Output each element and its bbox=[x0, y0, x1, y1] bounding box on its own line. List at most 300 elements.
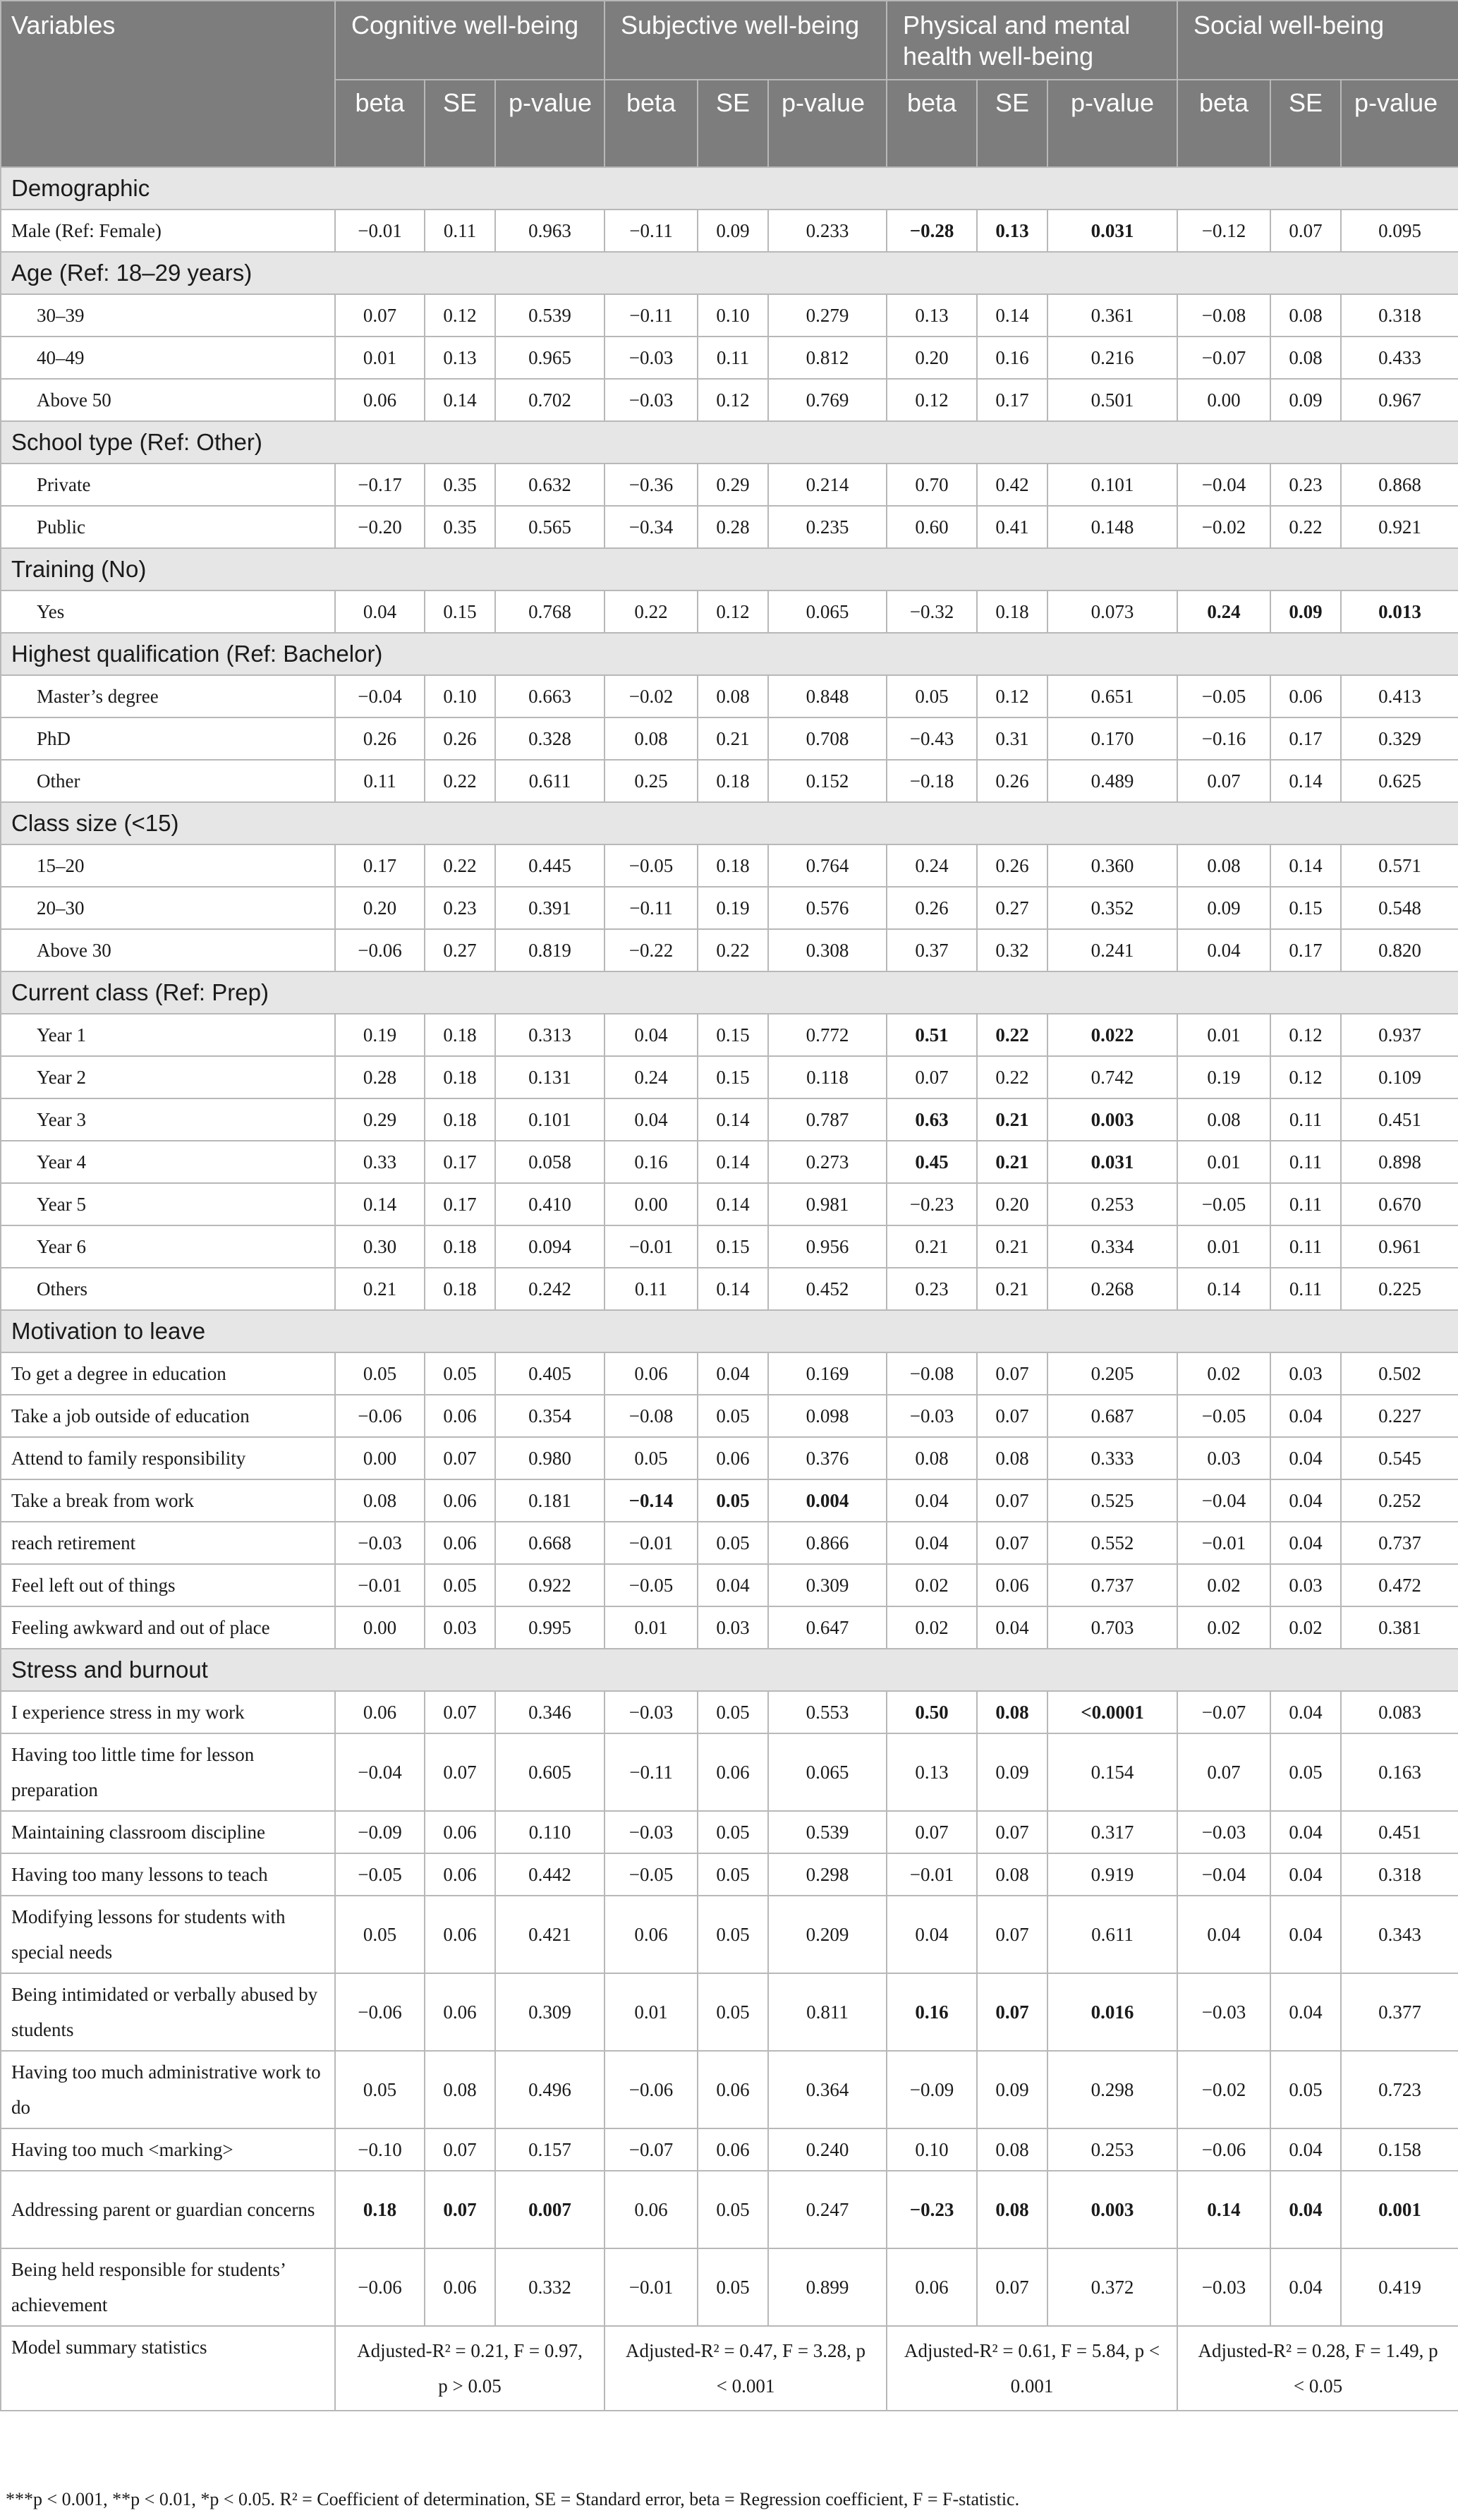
category-row bbox=[1, 1649, 1458, 1691]
se-cell: 0.12 bbox=[425, 294, 495, 337]
se-cell: 0.08 bbox=[698, 675, 768, 717]
p-value-cell: 0.899 bbox=[768, 2248, 887, 2326]
row-label: Feel left out of things bbox=[1, 1564, 335, 1606]
beta-cell: 0.24 bbox=[887, 844, 977, 887]
se-cell: 0.06 bbox=[425, 2248, 495, 2326]
p-value-cell: 0.632 bbox=[495, 464, 605, 506]
p-value-cell: 0.098 bbox=[768, 1395, 887, 1437]
se-cell: 0.23 bbox=[425, 887, 495, 929]
se-cell: 0.04 bbox=[1270, 1479, 1341, 1522]
p-value-cell: 0.313 bbox=[495, 1014, 605, 1056]
beta-cell: −0.05 bbox=[1177, 1395, 1270, 1437]
p-value-cell: 0.768 bbox=[495, 590, 605, 633]
p-value-cell: 0.548 bbox=[1341, 887, 1458, 929]
p-value-cell: 0.007 bbox=[495, 2171, 605, 2248]
row-label: Year 1 bbox=[1, 1014, 335, 1056]
table-row bbox=[1, 1014, 1458, 1056]
se-cell: 0.14 bbox=[698, 1141, 768, 1183]
p-value-cell: 0.329 bbox=[1341, 717, 1458, 760]
beta-cell: 0.04 bbox=[887, 1479, 977, 1522]
category-label: Class size (<15) bbox=[1, 802, 1458, 844]
p-value-cell: 0.216 bbox=[1047, 337, 1177, 379]
beta-cell: −0.02 bbox=[1177, 506, 1270, 548]
table-row bbox=[1, 1564, 1458, 1606]
se-cell: 0.27 bbox=[977, 887, 1047, 929]
beta-cell: −0.08 bbox=[1177, 294, 1270, 337]
se-cell: 0.05 bbox=[698, 1896, 768, 1973]
se-cell: 0.22 bbox=[977, 1014, 1047, 1056]
se-cell: 0.12 bbox=[698, 379, 768, 421]
p-value-cell: 0.101 bbox=[1047, 464, 1177, 506]
p-value-cell: 0.545 bbox=[1341, 1437, 1458, 1479]
se-cell: 0.11 bbox=[425, 210, 495, 252]
se-cell: 0.14 bbox=[1270, 760, 1341, 802]
table-footnote: ***p < 0.001, **p < 0.01, *p < 0.05. R² = Coefficient of determination, SE = Standard error, beta = Regression coefficient, F = F-statistic. bbox=[6, 2489, 1020, 2509]
p-value-cell: 0.241 bbox=[1047, 929, 1177, 971]
row-label: PhD bbox=[1, 717, 335, 760]
beta-cell: 0.05 bbox=[335, 1896, 425, 1973]
row-label: Year 6 bbox=[1, 1225, 335, 1268]
se-cell: 0.35 bbox=[425, 506, 495, 548]
table-row bbox=[1, 1141, 1458, 1183]
p-value-cell: 0.723 bbox=[1341, 2051, 1458, 2128]
se-cell: 0.04 bbox=[1270, 1691, 1341, 1733]
row-label: 20–30 bbox=[1, 887, 335, 929]
table-row bbox=[1, 379, 1458, 421]
se-cell: 0.07 bbox=[977, 1395, 1047, 1437]
category-label: Training (No) bbox=[1, 548, 1458, 590]
p-value-cell: 0.670 bbox=[1341, 1183, 1458, 1225]
p-value-cell: 0.031 bbox=[1047, 210, 1177, 252]
se-cell: 0.20 bbox=[977, 1183, 1047, 1225]
row-label: Having too much <marking> bbox=[1, 2128, 335, 2171]
beta-cell: 0.19 bbox=[1177, 1056, 1270, 1098]
table-row bbox=[1, 844, 1458, 887]
p-value-cell: 0.328 bbox=[495, 717, 605, 760]
se-cell: 0.31 bbox=[977, 717, 1047, 760]
p-value-cell: 0.442 bbox=[495, 1853, 605, 1896]
beta-cell: 0.07 bbox=[1177, 1733, 1270, 1811]
se-cell: 0.06 bbox=[698, 1733, 768, 1811]
table-row bbox=[1, 506, 1458, 548]
se-cell: 0.08 bbox=[1270, 294, 1341, 337]
beta-cell: 0.05 bbox=[335, 2051, 425, 2128]
category-label: Age (Ref: 18–29 years) bbox=[1, 252, 1458, 294]
beta-cell: −0.04 bbox=[335, 675, 425, 717]
p-value-cell: 0.131 bbox=[495, 1056, 605, 1098]
p-value-header: p-value bbox=[495, 80, 605, 167]
model-summary-cell: Adjusted-R² = 0.47, F = 3.28, p < 0.001 bbox=[605, 2326, 887, 2411]
se-cell: 0.06 bbox=[1270, 675, 1341, 717]
p-value-cell: 0.083 bbox=[1341, 1691, 1458, 1733]
category-label: Current class (Ref: Prep) bbox=[1, 971, 1458, 1014]
se-cell: 0.21 bbox=[977, 1098, 1047, 1141]
table-row bbox=[1, 1479, 1458, 1522]
se-cell: 0.04 bbox=[1270, 1522, 1341, 1564]
p-value-header: p-value bbox=[768, 80, 887, 167]
p-value-cell: 0.848 bbox=[768, 675, 887, 717]
p-value-cell: 0.298 bbox=[1047, 2051, 1177, 2128]
beta-cell: −0.07 bbox=[1177, 337, 1270, 379]
table-row bbox=[1, 1268, 1458, 1310]
beta-cell: 0.01 bbox=[335, 337, 425, 379]
physical-mental-header: Physical and mental health well-being bbox=[887, 1, 1177, 80]
p-value-cell: 0.419 bbox=[1341, 2248, 1458, 2326]
se-cell: 0.14 bbox=[698, 1098, 768, 1141]
beta-cell: −0.05 bbox=[1177, 1183, 1270, 1225]
p-value-cell: 0.001 bbox=[1341, 2171, 1458, 2248]
model-summary-cell: Adjusted-R² = 0.61, F = 5.84, p < 0.001 bbox=[887, 2326, 1177, 2411]
beta-cell: 0.26 bbox=[335, 717, 425, 760]
se-cell: 0.32 bbox=[977, 929, 1047, 971]
p-value-cell: 0.346 bbox=[495, 1691, 605, 1733]
se-cell: 0.22 bbox=[425, 844, 495, 887]
row-label: Attend to family responsibility bbox=[1, 1437, 335, 1479]
beta-cell: −0.12 bbox=[1177, 210, 1270, 252]
se-cell: 0.15 bbox=[425, 590, 495, 633]
beta-cell: 0.02 bbox=[887, 1606, 977, 1649]
beta-cell: −0.34 bbox=[605, 506, 698, 548]
table-row bbox=[1, 1098, 1458, 1141]
p-value-cell: 0.205 bbox=[1047, 1352, 1177, 1395]
beta-header: beta bbox=[1177, 80, 1270, 167]
se-cell: 0.06 bbox=[425, 1479, 495, 1522]
beta-cell: −0.03 bbox=[605, 337, 698, 379]
p-value-cell: 0.381 bbox=[1341, 1606, 1458, 1649]
p-value-cell: 0.687 bbox=[1047, 1395, 1177, 1437]
p-value-cell: 0.253 bbox=[1047, 1183, 1177, 1225]
se-cell: 0.11 bbox=[1270, 1141, 1341, 1183]
beta-cell: 0.00 bbox=[335, 1606, 425, 1649]
table-row bbox=[1, 1733, 1458, 1811]
beta-cell: 0.16 bbox=[605, 1141, 698, 1183]
p-value-cell: 0.242 bbox=[495, 1268, 605, 1310]
p-value-cell: 0.703 bbox=[1047, 1606, 1177, 1649]
se-cell: 0.11 bbox=[1270, 1225, 1341, 1268]
se-cell: 0.07 bbox=[425, 1437, 495, 1479]
se-cell: 0.05 bbox=[425, 1564, 495, 1606]
beta-cell: 0.08 bbox=[335, 1479, 425, 1522]
p-value-cell: 0.405 bbox=[495, 1352, 605, 1395]
p-value-cell: 0.965 bbox=[495, 337, 605, 379]
beta-header: beta bbox=[605, 80, 698, 167]
se-cell: 0.03 bbox=[698, 1606, 768, 1649]
se-cell: 0.15 bbox=[698, 1225, 768, 1268]
table-body bbox=[1, 167, 1458, 2411]
se-cell: 0.15 bbox=[698, 1014, 768, 1056]
se-cell: 0.05 bbox=[698, 2248, 768, 2326]
p-value-cell: 0.110 bbox=[495, 1811, 605, 1853]
se-cell: 0.12 bbox=[698, 590, 768, 633]
beta-cell: −0.11 bbox=[605, 1733, 698, 1811]
table-row bbox=[1, 929, 1458, 971]
beta-cell: −0.05 bbox=[605, 844, 698, 887]
row-label: Addressing parent or guardian concerns bbox=[1, 2171, 335, 2248]
row-label: Year 5 bbox=[1, 1183, 335, 1225]
se-cell: 0.07 bbox=[425, 2128, 495, 2171]
category-label: Stress and burnout bbox=[1, 1649, 1458, 1691]
row-label: Modifying lessons for students with special needs bbox=[1, 1896, 335, 1973]
beta-cell: 0.14 bbox=[1177, 1268, 1270, 1310]
beta-cell: 0.06 bbox=[335, 379, 425, 421]
p-value-cell: 0.898 bbox=[1341, 1141, 1458, 1183]
beta-cell: 0.50 bbox=[887, 1691, 977, 1733]
beta-cell: −0.01 bbox=[1177, 1522, 1270, 1564]
se-cell: 0.08 bbox=[977, 1437, 1047, 1479]
p-value-cell: 0.937 bbox=[1341, 1014, 1458, 1056]
table-row bbox=[1, 2248, 1458, 2326]
category-row bbox=[1, 971, 1458, 1014]
model-summary-cell: Adjusted-R² = 0.28, F = 1.49, p < 0.05 bbox=[1177, 2326, 1458, 2411]
beta-cell: 0.60 bbox=[887, 506, 977, 548]
se-cell: 0.12 bbox=[977, 675, 1047, 717]
table-row bbox=[1, 1183, 1458, 1225]
beta-cell: 0.01 bbox=[1177, 1225, 1270, 1268]
p-value-cell: 0.170 bbox=[1047, 717, 1177, 760]
se-cell: 0.29 bbox=[698, 464, 768, 506]
p-value-cell: 0.502 bbox=[1341, 1352, 1458, 1395]
row-label: Private bbox=[1, 464, 335, 506]
table-row bbox=[1, 1522, 1458, 1564]
se-cell: 0.06 bbox=[425, 1973, 495, 2051]
beta-cell: 0.22 bbox=[605, 590, 698, 633]
row-label: Above 50 bbox=[1, 379, 335, 421]
se-cell: 0.17 bbox=[425, 1183, 495, 1225]
beta-cell: 0.14 bbox=[1177, 2171, 1270, 2248]
beta-cell: −0.09 bbox=[887, 2051, 977, 2128]
beta-cell: 0.11 bbox=[335, 760, 425, 802]
p-value-cell: 0.058 bbox=[495, 1141, 605, 1183]
category-label: Motivation to leave bbox=[1, 1310, 1458, 1352]
p-value-cell: 0.391 bbox=[495, 887, 605, 929]
p-value-cell: 0.158 bbox=[1341, 2128, 1458, 2171]
row-label: To get a degree in education bbox=[1, 1352, 335, 1395]
beta-cell: 0.45 bbox=[887, 1141, 977, 1183]
se-cell: 0.22 bbox=[425, 760, 495, 802]
p-value-cell: 0.963 bbox=[495, 210, 605, 252]
se-cell: 0.11 bbox=[1270, 1183, 1341, 1225]
p-value-cell: 0.922 bbox=[495, 1564, 605, 1606]
beta-cell: 0.13 bbox=[887, 294, 977, 337]
beta-cell: 0.23 bbox=[887, 1268, 977, 1310]
p-value-cell: 0.318 bbox=[1341, 1853, 1458, 1896]
p-value-cell: 0.668 bbox=[495, 1522, 605, 1564]
category-row bbox=[1, 1310, 1458, 1352]
p-value-cell: 0.552 bbox=[1047, 1522, 1177, 1564]
p-value-cell: 0.525 bbox=[1047, 1479, 1177, 1522]
beta-cell: 0.30 bbox=[335, 1225, 425, 1268]
p-value-cell: 0.361 bbox=[1047, 294, 1177, 337]
p-value-cell: 0.364 bbox=[768, 2051, 887, 2128]
table-row bbox=[1, 1853, 1458, 1896]
se-cell: 0.02 bbox=[1270, 1606, 1341, 1649]
p-value-cell: 0.268 bbox=[1047, 1268, 1177, 1310]
table-row bbox=[1, 294, 1458, 337]
p-value-cell: 0.539 bbox=[495, 294, 605, 337]
beta-cell: 0.08 bbox=[1177, 1098, 1270, 1141]
beta-cell: 0.06 bbox=[887, 2248, 977, 2326]
row-label: 30–39 bbox=[1, 294, 335, 337]
beta-cell: 0.11 bbox=[605, 1268, 698, 1310]
p-value-cell: 0.118 bbox=[768, 1056, 887, 1098]
beta-cell: −0.03 bbox=[605, 1691, 698, 1733]
beta-cell: −0.16 bbox=[1177, 717, 1270, 760]
beta-cell: −0.43 bbox=[887, 717, 977, 760]
row-label: Others bbox=[1, 1268, 335, 1310]
beta-cell: −0.18 bbox=[887, 760, 977, 802]
se-cell: 0.18 bbox=[698, 844, 768, 887]
p-value-cell: 0.377 bbox=[1341, 1973, 1458, 2051]
beta-cell: −0.01 bbox=[605, 1225, 698, 1268]
p-value-cell: 0.225 bbox=[1341, 1268, 1458, 1310]
se-cell: 0.22 bbox=[698, 929, 768, 971]
beta-cell: −0.11 bbox=[605, 294, 698, 337]
beta-cell: 0.18 bbox=[335, 2171, 425, 2248]
p-value-cell: 0.073 bbox=[1047, 590, 1177, 633]
beta-cell: 0.04 bbox=[1177, 1896, 1270, 1973]
beta-cell: −0.01 bbox=[335, 1564, 425, 1606]
beta-cell: 0.02 bbox=[1177, 1564, 1270, 1606]
beta-cell: −0.08 bbox=[887, 1352, 977, 1395]
p-value-cell: 0.611 bbox=[495, 760, 605, 802]
se-cell: 0.15 bbox=[1270, 887, 1341, 929]
beta-cell: 0.20 bbox=[335, 887, 425, 929]
beta-header: beta bbox=[887, 80, 977, 167]
beta-cell: 0.12 bbox=[887, 379, 977, 421]
row-label: Having too little time for lesson preparation bbox=[1, 1733, 335, 1811]
se-cell: 0.08 bbox=[1270, 337, 1341, 379]
p-value-cell: 0.625 bbox=[1341, 760, 1458, 802]
p-value-cell: 0.742 bbox=[1047, 1056, 1177, 1098]
se-cell: 0.18 bbox=[425, 1014, 495, 1056]
beta-cell: −0.05 bbox=[1177, 675, 1270, 717]
beta-cell: 0.02 bbox=[1177, 1606, 1270, 1649]
se-cell: 0.08 bbox=[977, 1691, 1047, 1733]
p-value-cell: 0.737 bbox=[1341, 1522, 1458, 1564]
p-value-cell: 0.332 bbox=[495, 2248, 605, 2326]
p-value-cell: 0.016 bbox=[1047, 1973, 1177, 2051]
p-value-cell: 0.967 bbox=[1341, 379, 1458, 421]
p-value-cell: 0.003 bbox=[1047, 2171, 1177, 2248]
beta-cell: −0.06 bbox=[335, 1973, 425, 2051]
beta-cell: 0.21 bbox=[887, 1225, 977, 1268]
model-summary-row bbox=[1, 2326, 1458, 2411]
se-cell: 0.05 bbox=[698, 1395, 768, 1437]
table-row bbox=[1, 337, 1458, 379]
p-value-cell: 0.452 bbox=[768, 1268, 887, 1310]
se-cell: 0.04 bbox=[1270, 1395, 1341, 1437]
beta-cell: −0.05 bbox=[335, 1853, 425, 1896]
beta-cell: 0.06 bbox=[335, 1691, 425, 1733]
se-cell: 0.04 bbox=[1270, 2171, 1341, 2248]
se-cell: 0.21 bbox=[977, 1268, 1047, 1310]
p-value-cell: 0.787 bbox=[768, 1098, 887, 1141]
table-row bbox=[1, 590, 1458, 633]
se-cell: 0.13 bbox=[977, 210, 1047, 252]
p-value-cell: 0.708 bbox=[768, 717, 887, 760]
se-cell: 0.04 bbox=[1270, 1973, 1341, 2051]
beta-cell: −0.05 bbox=[605, 1564, 698, 1606]
beta-cell: 0.17 bbox=[335, 844, 425, 887]
social-header: Social well-being bbox=[1177, 1, 1458, 80]
p-value-cell: 0.372 bbox=[1047, 2248, 1177, 2326]
p-value-cell: 0.868 bbox=[1341, 464, 1458, 506]
p-value-cell: 0.279 bbox=[768, 294, 887, 337]
p-value-cell: 0.253 bbox=[1047, 2128, 1177, 2171]
se-cell: 0.06 bbox=[698, 2051, 768, 2128]
beta-cell: 0.24 bbox=[605, 1056, 698, 1098]
beta-cell: 0.08 bbox=[887, 1437, 977, 1479]
se-cell: 0.04 bbox=[1270, 1811, 1341, 1853]
p-value-cell: 0.565 bbox=[495, 506, 605, 548]
beta-cell: 0.04 bbox=[605, 1098, 698, 1141]
se-cell: 0.07 bbox=[1270, 210, 1341, 252]
variables-header: Variables bbox=[1, 1, 335, 167]
p-value-cell: 0.354 bbox=[495, 1395, 605, 1437]
se-cell: 0.05 bbox=[1270, 1733, 1341, 1811]
beta-cell: −0.03 bbox=[1177, 1811, 1270, 1853]
beta-cell: −0.28 bbox=[887, 210, 977, 252]
se-cell: 0.05 bbox=[698, 1522, 768, 1564]
beta-cell: 0.05 bbox=[605, 1437, 698, 1479]
beta-cell: 0.70 bbox=[887, 464, 977, 506]
category-row bbox=[1, 421, 1458, 464]
se-cell: 0.26 bbox=[425, 717, 495, 760]
se-cell: 0.18 bbox=[977, 590, 1047, 633]
se-cell: 0.04 bbox=[1270, 1437, 1341, 1479]
table-row bbox=[1, 760, 1458, 802]
table-row bbox=[1, 210, 1458, 252]
p-value-cell: 0.154 bbox=[1047, 1733, 1177, 1811]
row-label: Male (Ref: Female) bbox=[1, 210, 335, 252]
se-cell: 0.35 bbox=[425, 464, 495, 506]
table-row bbox=[1, 2128, 1458, 2171]
beta-cell: 0.51 bbox=[887, 1014, 977, 1056]
se-cell: 0.06 bbox=[425, 1896, 495, 1973]
se-cell: 0.07 bbox=[977, 1522, 1047, 1564]
p-value-cell: 0.343 bbox=[1341, 1896, 1458, 1973]
table-row bbox=[1, 1056, 1458, 1098]
p-value-header: p-value bbox=[1341, 80, 1458, 167]
se-cell: 0.05 bbox=[698, 1853, 768, 1896]
table-row bbox=[1, 1973, 1458, 2051]
p-value-cell: 0.214 bbox=[768, 464, 887, 506]
se-cell: 0.08 bbox=[977, 2128, 1047, 2171]
beta-cell: −0.06 bbox=[335, 1395, 425, 1437]
beta-cell: 0.01 bbox=[605, 1606, 698, 1649]
se-cell: 0.28 bbox=[698, 506, 768, 548]
se-cell: 0.07 bbox=[977, 1811, 1047, 1853]
se-cell: 0.11 bbox=[698, 337, 768, 379]
row-label: Being held responsible for students’ achievement bbox=[1, 2248, 335, 2326]
p-value-cell: 0.611 bbox=[1047, 1896, 1177, 1973]
se-cell: 0.18 bbox=[698, 760, 768, 802]
p-value-cell: 0.445 bbox=[495, 844, 605, 887]
se-cell: 0.21 bbox=[698, 717, 768, 760]
se-cell: 0.12 bbox=[1270, 1014, 1341, 1056]
p-value-cell: 0.651 bbox=[1047, 675, 1177, 717]
row-label: 15–20 bbox=[1, 844, 335, 887]
beta-cell: −0.01 bbox=[887, 1853, 977, 1896]
se-cell: 0.11 bbox=[1270, 1268, 1341, 1310]
beta-cell: 0.29 bbox=[335, 1098, 425, 1141]
se-cell: 0.08 bbox=[977, 2171, 1047, 2248]
row-label: Other bbox=[1, 760, 335, 802]
beta-cell: 0.08 bbox=[1177, 844, 1270, 887]
beta-cell: 0.00 bbox=[605, 1183, 698, 1225]
beta-cell: −0.08 bbox=[605, 1395, 698, 1437]
beta-cell: −0.07 bbox=[605, 2128, 698, 2171]
